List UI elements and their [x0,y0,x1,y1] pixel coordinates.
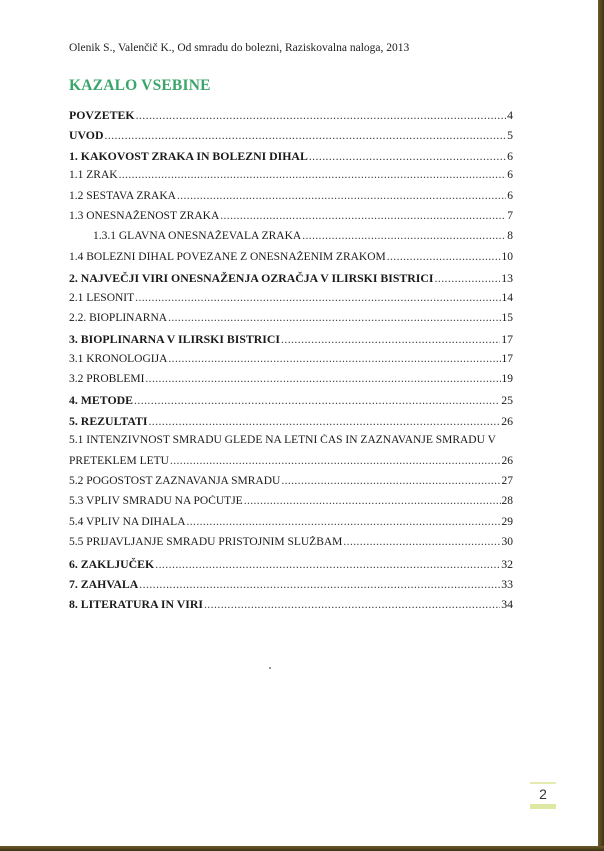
toc-entry-label: 1.1 ZRAK [69,169,118,182]
toc-entry-5-4[interactable] [69,516,513,536]
toc-entry-page: 34 [501,597,513,612]
toc-entry-label: POVZETEK [69,108,135,122]
scan-speck [269,667,271,669]
toc-entry-label: 2.1 LESONIT [69,291,135,304]
toc-entry-page: 5 [507,128,513,143]
toc-entry-label: 5.3 VPLIV SMRADU NA POČUTJE [69,495,243,508]
running-header: Olenik S., Valenčič K., Od smradu do bolezni, Raziskovalna naloga, 2013 [69,42,410,54]
toc-title: KAZALO VSEBINE [69,77,211,94]
dot-leader [204,597,500,612]
toc-entry-label: 5.2 POGOSTOST ZAZNAVANJA SMRADU [69,475,281,488]
toc-entry-page: 6 [507,169,513,182]
page-number-footer [530,782,556,809]
toc-entry-page: 14 [501,291,513,304]
toc-entry-page: 32 [501,556,513,571]
toc-entry-page: 6 [507,148,513,163]
dot-leader [170,455,501,467]
dot-leader [281,475,500,487]
toc-entry-label: 3. BIOPLINARNA V ILIRSKI BISTRICI [69,332,280,347]
toc-entry-povzetek[interactable] [69,108,513,128]
toc-entry-1-3-1[interactable] [69,230,513,250]
toc-entry-5-2[interactable] [69,475,513,495]
dot-leader [168,312,500,324]
dot-leader [136,108,507,123]
toc-entry-label: 1.3 ONESNAŽENOST ZRAKA [69,209,220,222]
toc-entry-page: 26 [501,454,513,467]
dot-leader [155,557,500,572]
toc-entry-page: 30 [501,536,513,549]
toc-entry-label: 3.2 PROBLEMI [69,373,145,386]
toc-entry-2-2[interactable] [69,312,513,332]
toc-entry-page: 19 [501,373,513,386]
toc-entry-page: 6 [507,189,513,202]
toc-entry-label: 1.3.1 GLAVNA ONESNAŽEVALA ZRAKA [93,230,302,243]
toc-entry-page: 10 [501,250,513,263]
toc-entry-label: 1.4 BOLEZNI DIHAL POVEZANE Z ONESNAŽENIM ZRAKOM [69,250,386,263]
toc-entry-2-1[interactable] [69,292,513,312]
toc-entry-label: 2.2. BIOPLINARNA [69,311,168,324]
toc-entry-label: 5.5 PRIJAVLJANJE SMRADU PRISTOJNIM SLUŽBAM [69,536,343,549]
toc-entry-label: 1.2 SESTAVA ZRAKA [69,189,176,202]
dot-leader [343,536,500,548]
toc-entry-label: PRETEKLEM LETU [69,454,169,467]
dot-leader [187,516,501,528]
toc-entry-label: 1. KAKOVOST ZRAKA IN BOLEZNI DIHAL [69,148,308,163]
toc-entry-5-1-line2[interactable] [69,455,513,475]
toc-entry-label: 7. ZAHVALA [69,576,139,591]
dot-leader [168,353,500,365]
toc-entry-8[interactable] [69,597,513,617]
footer-accent-bar-bottom [530,804,556,809]
toc-entry-1-1[interactable] [69,169,513,189]
toc-entry-3-2[interactable] [69,373,513,393]
toc-entry-page: 4 [507,108,513,122]
dot-leader [302,230,506,242]
toc-entry-label: 5. REZULTATI [69,413,148,428]
dot-leader [148,414,500,429]
toc-entry-page: 13 [501,271,513,286]
dot-leader [220,210,506,222]
toc-entry-5-1-line1[interactable] [69,434,513,454]
scan-border-right [598,0,604,851]
toc-entry-label: 3.1 KRONOLOGIJA [69,352,168,365]
toc-entry-page: 26 [501,413,513,428]
toc-entry-page: 7 [507,209,513,222]
toc-entry-label: 4. METODE [69,393,134,408]
toc-entry-label: UVOD [69,128,104,143]
dot-leader [244,495,501,507]
toc-entry-page: 25 [501,393,513,408]
dot-leader [309,149,506,164]
toc-entry-3-1[interactable] [69,353,513,373]
toc-entry-5[interactable] [69,414,513,434]
toc-entry-3[interactable] [69,332,513,352]
dot-leader [177,190,506,202]
toc-entry-1-2[interactable] [69,190,513,210]
toc-entry-7[interactable] [69,577,513,597]
toc-entry-label: 5.1 INTENZIVNOST SMRADU GLEDE NA LETNI ČAS IN ZAZNAVANJE SMRADU V [69,434,496,447]
toc-entry-label: 8. LITERATURA IN VIRI [69,597,203,612]
toc-entry-page: 27 [501,475,513,488]
toc-entry-page: 28 [501,495,513,508]
toc-entry-1[interactable] [69,149,513,169]
toc-entry-page: 33 [501,576,513,591]
toc-entry-4[interactable] [69,393,513,413]
dot-leader [105,128,507,143]
dot-leader [145,373,500,385]
toc-entry-page: 29 [501,515,513,528]
toc-entry-5-3[interactable] [69,495,513,515]
toc-entry-1-4[interactable] [69,251,513,271]
toc-entry-page: 8 [507,230,513,243]
scan-border-bottom [0,846,604,851]
toc-entry-2[interactable] [69,271,513,291]
toc-entry-page: 17 [501,332,513,347]
dot-leader [119,169,507,181]
toc-entry-label: 6. ZAKLJUČEK [69,556,155,571]
table-of-contents [69,108,513,618]
dot-leader [281,332,500,347]
toc-entry-uvod[interactable] [69,128,513,148]
dot-leader [134,393,500,408]
dot-leader [139,577,500,592]
toc-entry-label: 5.4 VPLIV NA DIHALA [69,515,186,528]
dot-leader [435,271,501,286]
toc-entry-6[interactable] [69,557,513,577]
dot-leader [135,292,500,304]
page-number: 2 [539,786,547,802]
toc-entry-page: 15 [501,311,513,324]
toc-entry-1-3[interactable] [69,210,513,230]
dot-leader [387,251,501,263]
toc-entry-5-5[interactable] [69,536,513,556]
toc-entry-page: 17 [501,352,513,365]
toc-entry-label: 2. NAJVEČJI VIRI ONESNAŽENJA OZRAČJA V ILIRSKI BISTRICI [69,271,434,286]
